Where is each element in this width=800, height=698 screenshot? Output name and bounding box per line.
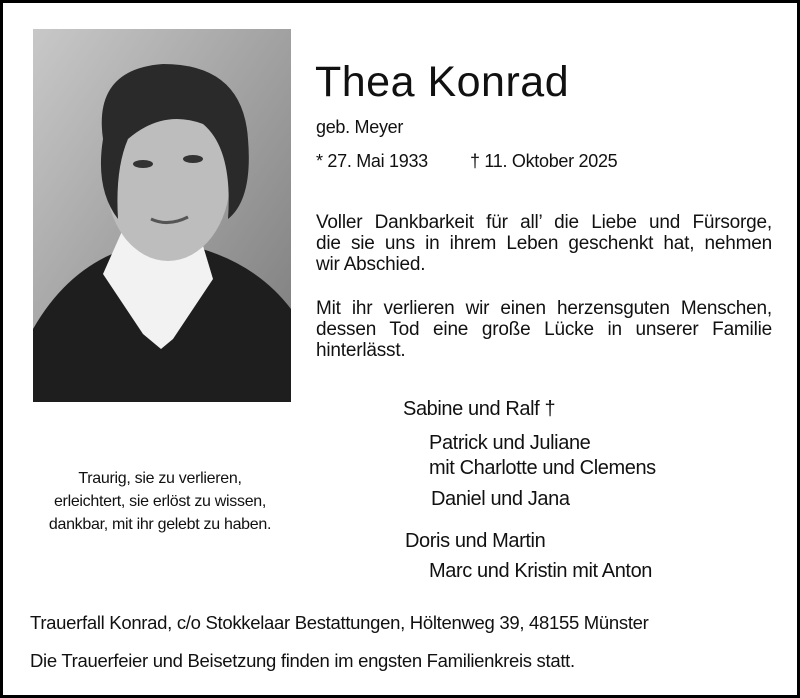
deceased-name: Thea Konrad (315, 58, 570, 106)
paragraph-line: Mit ihr verlieren wir einen herzensguten Menschen, (316, 298, 772, 319)
quote-line: erleichtert, sie erlöst zu wissen, (53, 493, 267, 510)
birth-date: * 27. Mai 1933 (316, 151, 428, 171)
paragraph-line: dessen Tod eine große Lücke in unserer Familie (316, 319, 772, 340)
family-line: mit Charlotte und Clemens (429, 457, 656, 479)
family-line: Doris und Martin (405, 530, 546, 552)
contact-address: Trauerfall Konrad, c/o Stokkelaar Bestattungen, Höltenweg 39, 48155 Münster (30, 612, 649, 633)
maiden-name: geb. Meyer (316, 117, 404, 137)
family-line: Marc und Kristin mit Anton (429, 560, 653, 582)
paragraph-line: wir Abschied. (316, 254, 426, 275)
paragraph-line: Voller Dankbarkeit für all’ die Liebe und Fürsorge, (316, 212, 772, 233)
family-line: Daniel und Jana (431, 488, 570, 510)
paragraph-line: hinterlässt. (316, 340, 406, 361)
paragraph-gratitude (316, 212, 772, 275)
family-line: Patrick und Juliane (429, 432, 591, 454)
paragraph-loss (316, 298, 772, 361)
funeral-note: Die Trauerfeier und Beisetzung finden im engsten Familienkreis statt. (30, 650, 575, 671)
family-line: Sabine und Ralf † (403, 398, 556, 420)
death-date: † 11. Oktober 2025 (470, 151, 618, 171)
portrait-photo (33, 29, 291, 402)
quote-line: Traurig, sie zu verlieren, (78, 470, 242, 487)
quote-line: dankbar, mit ihr gelebt zu haben. (48, 516, 272, 533)
paragraph-line: die sie uns in ihrem Leben geschenkt hat, nehmen (316, 233, 772, 254)
quote (20, 467, 300, 536)
